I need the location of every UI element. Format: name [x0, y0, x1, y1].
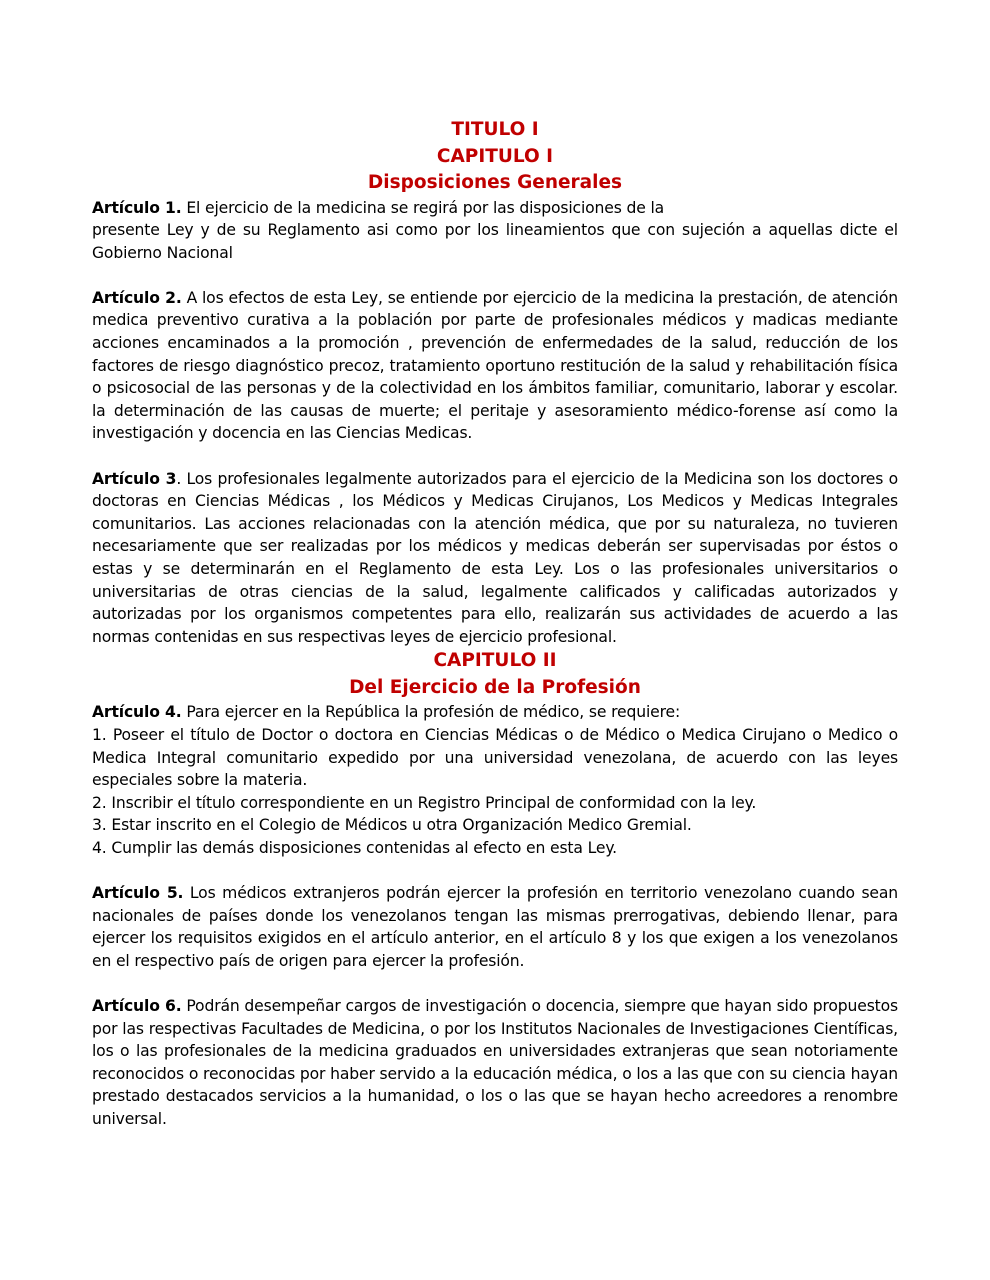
- articulo-4-label: Artículo 4.: [92, 703, 182, 722]
- articulo-6-label: Artículo 6.: [92, 997, 182, 1016]
- articulo-4-intro-text: Para ejercer en la República la profesión de médico, se requiere:: [186, 703, 681, 722]
- articulo-2: [92, 287, 898, 445]
- articulo-5: [92, 882, 898, 972]
- capitulo-1-title: Disposiciones Generales: [367, 172, 623, 193]
- paragraph-gap: [92, 264, 898, 287]
- articulo-3-text: . Los profesionales legalmente autorizados para el ejercicio de la Medicina son los doctores o doctoras en Ciencias Médicas , los Médicos y Medicas Cirujanos, Los Medicos y Medicas Integrales comunitarios. Las acciones relacionadas con la atención médica, que por su naturaleza, no tuvieren necesariamente que ser realizadas por los médicos y medicas deberán ser supervisadas por éstos o estas y se determinarán en el Reglamento de esta Ley. Los o las profesionales universitarios o universitarias de otras ciencias de la salud, legalmente calificados y calificadas autorizados y autorizadas por los organismos competentes para ello, realizarán sus actividades de acuerdo a las normas contenidas en sus respectivas leyes de ejercicio profesional.: [92, 469, 898, 646]
- document-page: [92, 117, 898, 1131]
- paragraph-gap: [92, 973, 898, 996]
- articulo-4-item-2: 2. Inscribir el título correspondiente en un Registro Principal de conformidad con la ley.: [92, 793, 757, 812]
- paragraph-gap: [92, 445, 898, 468]
- articulo-5-label: Artículo 5.: [92, 884, 184, 903]
- articulo-3-label: Artículo 3: [92, 469, 177, 488]
- articulo-1: [92, 197, 898, 265]
- articulo-1-line1: El ejercicio de la medicina se regirá por las disposiciones de la: [186, 198, 665, 217]
- articulo-1-label: Artículo 1.: [92, 198, 182, 217]
- capitulo-2-label: CAPITULO II: [433, 650, 557, 672]
- articulo-4-item-1: 1. Poseer el título de Doctor o doctora en Ciencias Médicas o de Médico o Medica Cirujano o Medico o Medica Integral comunitario expedido por una universidad venezolana, de acuerdo con las leyes especiales sobre la materia.: [92, 725, 898, 790]
- capitulo-1-label: CAPITULO I: [436, 145, 554, 167]
- articulo-2-label: Artículo 2.: [92, 288, 182, 307]
- articulo-4-item-4: 4. Cumplir las demás disposiciones contenidas al efecto en esta Ley.: [92, 838, 617, 857]
- articulo-4-item-3: 3. Estar inscrito en el Colegio de Médicos u otra Organización Medico Gremial.: [92, 816, 692, 835]
- articulo-5-text: Los médicos extranjeros podrán ejercer la profesión en territorio venezolano cuando sean nacionales de países donde los venezolanos tengan las mismas prerrogativas, debiendo llenar, para ejercer los requisitos exigidos en el artículo anterior, en el artículo 8 y los que exigen a los venezolanos en el respectivo país de origen para ejercer la profesión.: [92, 884, 899, 970]
- articulo-6: [92, 995, 898, 1131]
- articulo-1-first-line: [92, 197, 898, 220]
- articulo-6-text: Podrán desempeñar cargos de investigación o docencia, siempre que hayan sido propuestos por las respectivas Facultades de Medicina, o por los Institutos Nacionales de Investigaciones Científicas, los o las profesionales de la medicina graduados en universidades extranjeras que sean notoriamente reconocidos o reconocidas por haber servido a la educación médica, o los a las que con su ciencia hayan prestado destacados servicios a la humanidad, o los o las que se hayan hecho acreedores a renombre universal.: [92, 997, 898, 1129]
- articulo-3: [92, 468, 898, 649]
- articulo-1-rest: presente Ley y de su Reglamento asi como por los lineamientos que con sujeción a aquellas dicte el Gobierno Nacional: [92, 221, 898, 262]
- titulo-heading: TITULO I: [451, 119, 539, 140]
- articulo-2-text: A los efectos de esta Ley, se entiende por ejercicio de la medicina la prestación, de atención medica preventivo curativa a la población por parte de profesionales médicos y madicas mediante acciones encaminados a la promoción , prevención de enfermedades de la salud, reducción de los factores de riesgo diagnóstico precoz, tratamiento oportuno restitución de la salud y rehabilitación física o psicosocial de las personas y de la colectividad en los ámbitos familiar, comunitario, laborar y escolar. la determinación de las causas de muerte; el peritaje y asesoramiento médico-forense así como la investigación y docencia en las Ciencias Medicas.: [92, 288, 898, 443]
- capitulo-2-title: Del Ejercicio de la Profesión: [349, 676, 641, 698]
- articulo-4-intro: [92, 701, 898, 724]
- paragraph-gap: [92, 860, 898, 883]
